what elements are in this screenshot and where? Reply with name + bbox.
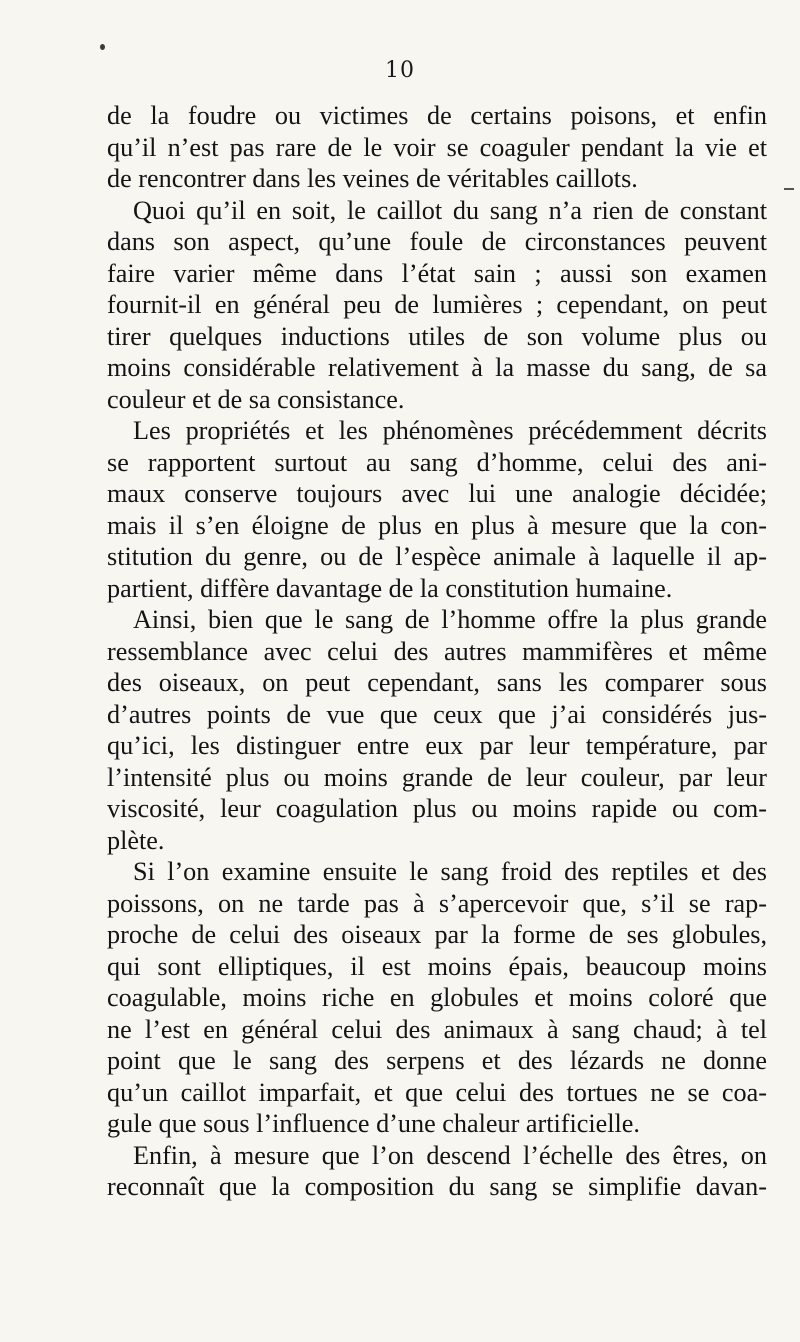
text-line: de rencontrer dans les veines de véritables caillots. (107, 164, 638, 193)
text-line: Si l’on examine ensuite le sang froid des reptiles et des (133, 857, 767, 886)
text-line: fournit-il en général peu de lumières ; cependant, on peut (107, 290, 767, 319)
text-line: point que le sang des serpens et des lézards ne donne (107, 1046, 767, 1075)
text-line: Ainsi, bien que le sang de l’homme offre la plus grande (133, 605, 767, 634)
page-number: 10 (385, 58, 415, 83)
text-line: ressemblance avec celui des autres mammifères et même (107, 636, 767, 666)
ink-speck (100, 44, 105, 50)
text-line: moins considérable relativement à la masse du sang, de sa (107, 353, 767, 382)
text-line: de la foudre ou victimes de certains poisons, et enfin (107, 101, 767, 130)
text-line: faire varier même dans l’état sain ; aussi son examen (107, 258, 767, 288)
text-line: qui sont elliptiques, il est moins épais, beaucoup moins (107, 951, 767, 981)
text-line: coagulable, moins riche en globules et moins coloré que (107, 983, 767, 1012)
text-line: stitution du genre, ou de l’espèce animale à laquelle il ap- (107, 542, 767, 571)
text-line: qu’il n’est pas rare de le voir se coaguler pendant la vie et (107, 132, 767, 162)
text-line: poissons, on ne tarde pas à s’apercevoir que, s’il se rap- (107, 888, 767, 918)
text-line: des oiseaux, on peut cependant, sans les comparer sous (107, 668, 767, 697)
text-line: Enfin, à mesure que l’on descend l’échelle des êtres, on (133, 1140, 767, 1170)
text-line: d’autres points de vue que ceux que j’ai considérés jus- (107, 699, 767, 729)
text-line: se rapportent surtout au sang d’homme, celui des ani- (107, 447, 767, 477)
text-line: maux conserve toujours avec lui une analogie décidée; (107, 479, 767, 508)
text-line: gule que sous l’influence d’une chaleur artificielle. (107, 1109, 640, 1138)
text-line: couleur et de sa consistance. (107, 384, 405, 414)
body-text (107, 100, 767, 1203)
text-line: tirer quelques inductions utiles de son volume plus ou (107, 321, 767, 351)
margin-mark (784, 188, 794, 190)
text-line: Les propriétés et les phénomènes précédemment décrits (133, 416, 767, 445)
text-line: reconnaît que la composition du sang se simplifie davan- (107, 1172, 767, 1201)
text-line: partient, diffère davantage de la constitution humaine. (107, 573, 673, 603)
text-line: mais il s’en éloigne de plus en plus à mesure que la con- (107, 510, 767, 540)
text-line: plète. (107, 825, 165, 855)
text-line: Quoi qu’il en soit, le caillot du sang n’a rien de constant (133, 195, 767, 225)
text-line: l’intensité plus ou moins grande de leur couleur, par leur (107, 762, 767, 792)
text-line: qu’ici, les distinguer entre eux par leur température, par (107, 731, 767, 760)
text-line: viscosité, leur coagulation plus ou moins rapide ou com- (107, 794, 767, 823)
text-line: dans son aspect, qu’une foule de circonstances peuvent (107, 227, 767, 256)
text-line: proche de celui des oiseaux par la forme de ses globules, (107, 920, 767, 949)
text-line: qu’un caillot imparfait, et que celui des tortues ne se coa- (107, 1077, 767, 1107)
text-line: ne l’est en général celui des animaux à sang chaud; à tel (107, 1014, 767, 1044)
